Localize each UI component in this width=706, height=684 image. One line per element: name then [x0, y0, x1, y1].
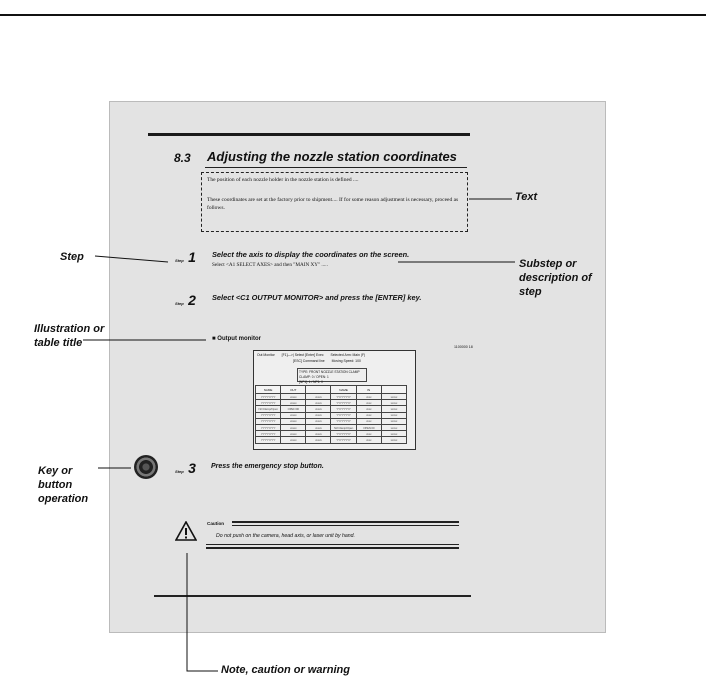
table-header: OUT	[281, 386, 306, 394]
table-cell: xxxx	[356, 394, 381, 400]
table-cell: YYYYYYYY	[331, 418, 356, 424]
table-cell: xxxxx	[306, 400, 331, 406]
table-cell: xxxxx	[281, 412, 306, 418]
table-cell: xxxxx	[281, 424, 306, 430]
screen-header-item: Selected Arm: Main (F)	[330, 353, 366, 357]
step-word: Step	[175, 258, 184, 263]
table-cell: YYYYYYYY	[331, 431, 356, 437]
table-cell: Nzl Clamp/Open	[256, 406, 281, 412]
screen-header-item: [F1]—>| Select [Enter] Exec	[281, 353, 324, 357]
annotation-text: Text	[515, 191, 538, 203]
step-number: 1	[188, 249, 196, 265]
table-cell: xxxxx	[306, 406, 331, 412]
text-paragraph-2: These coordinates are set at the factory prior to shipment.... If for some reason adjustment is necessary, proceed as follows.	[207, 197, 459, 211]
screen-info-line: [NP1]: 1 / NP1: 0	[299, 379, 323, 384]
table-cell: xxxxx	[306, 418, 331, 424]
illustration-code: 1100000 18	[454, 345, 473, 349]
table-cell: YYYYYYYY	[256, 437, 281, 443]
table-cell: xxxx	[356, 400, 381, 406]
table-cell: xxxxx	[306, 412, 331, 418]
section-number: 8.3	[174, 151, 191, 165]
annotation-key: Key or button operation	[38, 465, 89, 505]
table-cell: YYYYYYYY	[256, 400, 281, 406]
illustration-title-text: Output monitor	[217, 336, 261, 342]
table-cell: Nzl Clamp/Open	[331, 424, 356, 430]
annotation-step: Step	[60, 251, 84, 263]
caution-text: Do not push on the camera, head axis, or laser unit by hand.	[216, 533, 355, 539]
annotation-note: Note, caution or warning	[221, 664, 350, 676]
screen-info-line: TYPE: FRONT NOZZLE STATION CLAMP	[299, 370, 360, 374]
table-cell: xxxxx	[381, 437, 406, 443]
table-cell: YYYYYYYY	[331, 406, 356, 412]
table-cell: YYYYYYYY	[331, 400, 356, 406]
leader-step	[95, 256, 168, 262]
table-cell: xxxxx	[381, 431, 406, 437]
table-cell: xxxx	[356, 412, 381, 418]
table-cell: xxxx	[356, 406, 381, 412]
step-word: Step	[175, 301, 184, 306]
step-word: Step	[175, 469, 184, 474]
section-title: Adjusting the nozzle station coordinates	[207, 149, 457, 164]
table-cell: xxxxx	[381, 424, 406, 430]
step-2-text: Select <C1 OUTPUT MONITOR> and press the [ENTER] key.	[212, 293, 422, 302]
table-cell: xxxxx	[381, 406, 406, 412]
table-cell: YYYYYYYY	[256, 418, 281, 424]
step-number: 2	[188, 292, 196, 308]
table-cell: xxxxx	[281, 400, 306, 406]
annotation-illustration: Illustration or table title	[34, 323, 105, 349]
table-cell: xxxxx	[306, 431, 331, 437]
step-1-substep: Select <A1 SELECT AXES> and then "MAIN XY" .....	[212, 262, 328, 268]
screen-info-line: CLAMP: 0 / OPEN: 1	[299, 374, 329, 379]
table-cell: xxxxx	[381, 418, 406, 424]
text-paragraph-1: The position of each nozzle holder in the nozzle station is defined ....	[207, 177, 359, 183]
step-number: 3	[188, 460, 196, 476]
table-cell: xxxxx	[381, 394, 406, 400]
screen-header-item: Moving Speed: 100	[331, 358, 361, 363]
table-cell: xxxxx	[281, 394, 306, 400]
table-cell: OPEN 00	[356, 424, 381, 430]
table-cell: YYYYYYYY	[331, 394, 356, 400]
table-cell: xxxxx	[281, 437, 306, 443]
caution-label: Caution	[207, 521, 225, 526]
table-cell: YYYYYYYY	[256, 424, 281, 430]
leader-note	[187, 553, 218, 671]
table-cell: YYYYYYYY	[331, 412, 356, 418]
table-cell: xxxxx	[306, 424, 331, 430]
table-header: NAME	[331, 386, 356, 394]
table-cell: xxxxx	[381, 400, 406, 406]
table-cell: YYYYYYYY	[331, 437, 356, 443]
table-header: IN	[356, 386, 381, 394]
table-cell: xxxx	[356, 418, 381, 424]
table-cell: OPEN 00	[281, 406, 306, 412]
table-cell: xxxxx	[281, 431, 306, 437]
table-cell: xxxx	[356, 437, 381, 443]
illustration-title: ■ Output monitor	[212, 336, 261, 342]
table-cell: YYYYYYYY	[256, 412, 281, 418]
table-header: NAME	[256, 386, 281, 394]
screen-header-title: Out Monitor	[257, 353, 275, 357]
table-cell: xxxxx	[306, 437, 331, 443]
table-cell: xxxxx	[281, 418, 306, 424]
step-3-text: Press the emergency stop button.	[211, 463, 324, 470]
step-1-text: Select the axis to display the coordinates on the screen.	[212, 250, 410, 259]
table-cell: YYYYYYYY	[256, 394, 281, 400]
table-cell: YYYYYYYY	[256, 431, 281, 437]
annotation-substep: Substep or description of step	[519, 258, 592, 298]
table-cell: xxxxx	[306, 394, 331, 400]
table-cell: xxxxx	[381, 412, 406, 418]
screen-header-item: [ESC] Command line	[293, 358, 325, 363]
table-cell: xxxx	[356, 431, 381, 437]
